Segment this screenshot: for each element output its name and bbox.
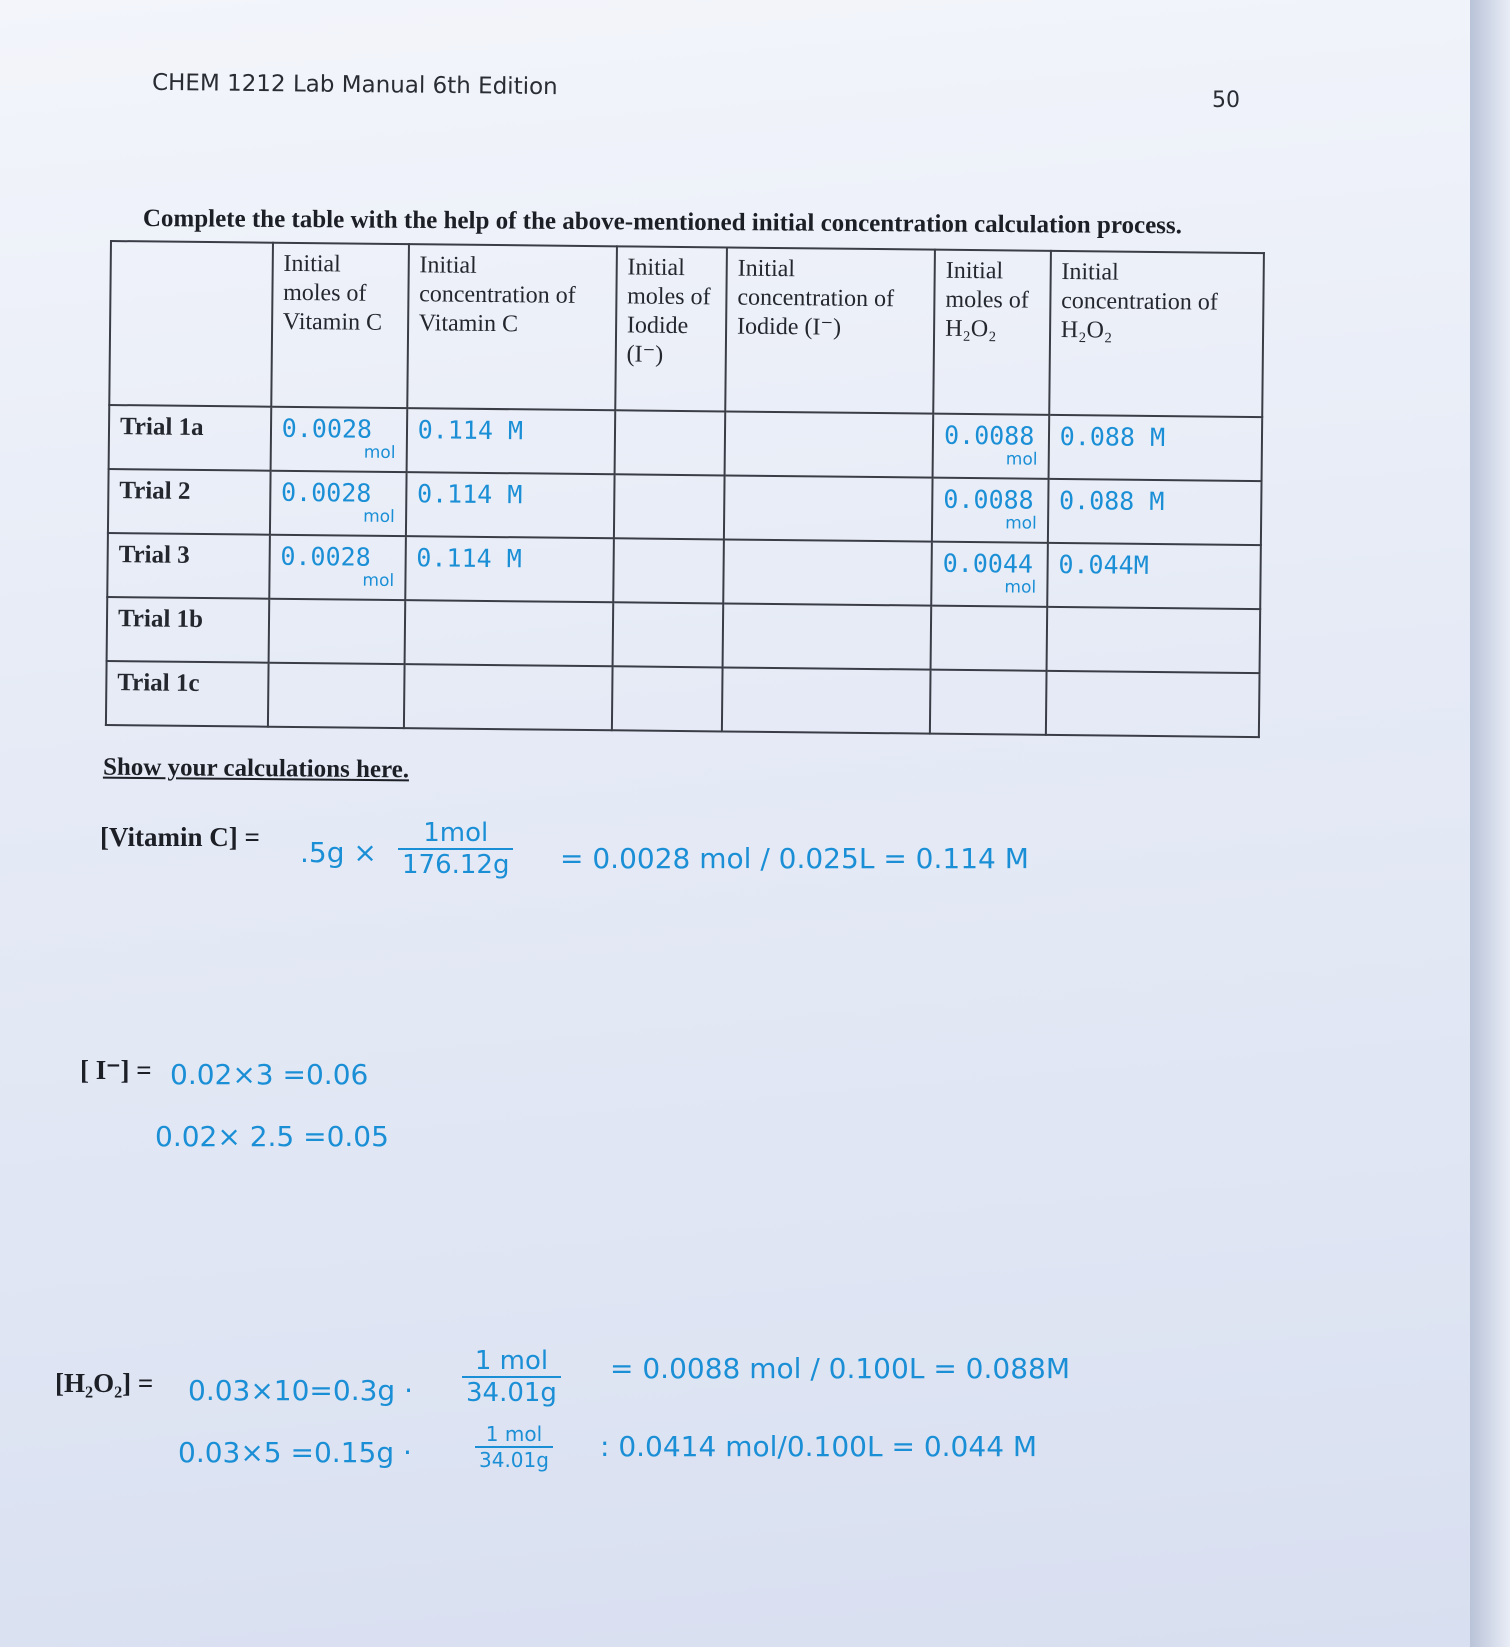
moles-vitc-unit: mol bbox=[362, 570, 395, 591]
moles-iodide-cell bbox=[612, 666, 723, 731]
moles-h2o2-cell bbox=[930, 670, 1046, 735]
header-moles-iodide: Initial moles of Iodide (I⁻) bbox=[615, 246, 727, 411]
conc-iodide-cell bbox=[723, 603, 932, 669]
header-conc-iodide: Initial concentration of Iodide (I⁻) bbox=[725, 247, 935, 413]
conc-h2o2-cell bbox=[1046, 607, 1260, 673]
trial-label: Trial 3 bbox=[107, 533, 269, 599]
moles-vitc-cell bbox=[268, 599, 405, 664]
paper-edge bbox=[1470, 0, 1510, 1647]
h2o2-line1-fraction bbox=[462, 1346, 561, 1408]
conc-vitc-cell bbox=[404, 600, 613, 666]
moles-iodide-cell bbox=[613, 538, 724, 603]
trial-label: Trial 2 bbox=[108, 469, 270, 535]
moles-vitc-cell bbox=[270, 471, 407, 536]
h2o2-line2-result: : 0.0414 mol/0.100L = 0.044 M bbox=[600, 1430, 1038, 1463]
conc-iodide-cell bbox=[722, 667, 931, 733]
moles-h2o2-cell bbox=[931, 606, 1047, 671]
conc-h2o2-cell bbox=[1046, 671, 1260, 737]
manual-title: CHEM 1212 Lab Manual 6th Edition bbox=[151, 69, 558, 101]
conc-h2o2-cell bbox=[1048, 479, 1262, 545]
moles-vitc-value: 0.0028 bbox=[280, 477, 372, 508]
conc-h2o2-value: 0.044M bbox=[1058, 549, 1149, 580]
conc-h2o2-cell bbox=[1047, 543, 1261, 609]
vitc-frac-denominator: 176.12g bbox=[402, 850, 510, 880]
h2o2-line1-numerator: 1 mol bbox=[462, 1346, 561, 1378]
calculations-heading: Show your calculations here. bbox=[102, 753, 410, 784]
table-row bbox=[108, 469, 1262, 545]
header-conc-vitc: Initial concentration of Vitamin C bbox=[407, 244, 617, 410]
iodide-calc-label: [ I⁻] = bbox=[80, 1055, 152, 1085]
conc-vitc-cell bbox=[406, 472, 615, 538]
vitc-calc-result: = 0.0028 mol / 0.025L = 0.114 M bbox=[560, 842, 1029, 875]
trial-label: Trial 1a bbox=[109, 405, 271, 471]
moles-vitc-unit: mol bbox=[363, 506, 395, 527]
h2o2-line1-lead: 0.03×10=0.3g · bbox=[188, 1374, 413, 1407]
table-header-row bbox=[109, 241, 1264, 417]
header-moles-h2o2: Initial moles of H₂O₂ bbox=[933, 250, 1050, 415]
h2o2-line2-lead: 0.03×5 =0.15g · bbox=[178, 1436, 412, 1469]
moles-iodide-cell bbox=[614, 410, 725, 475]
conc-iodide-cell bbox=[723, 539, 932, 605]
table-row bbox=[107, 597, 1261, 673]
h2o2-line1-denominator: 34.01g bbox=[466, 1378, 557, 1408]
h2o2-line2-fraction bbox=[475, 1422, 553, 1472]
trial-label: Trial 1c bbox=[106, 661, 268, 727]
table-row bbox=[109, 405, 1263, 481]
conc-h2o2-value: 0.088 M bbox=[1058, 485, 1165, 517]
vitc-frac-numerator: 1mol bbox=[398, 818, 513, 850]
header-moles-vitc: Initial moles of Vitamin C bbox=[271, 243, 409, 408]
conc-vitc-cell bbox=[404, 664, 613, 730]
conc-vitc-cell bbox=[406, 408, 615, 474]
vitc-calc-label: [Vitamin C] = bbox=[100, 822, 260, 852]
moles-iodide-cell bbox=[614, 474, 725, 539]
h2o2-line2-denominator: 34.01g bbox=[479, 1448, 549, 1472]
conc-h2o2-cell bbox=[1048, 415, 1262, 481]
moles-h2o2-cell bbox=[933, 414, 1049, 479]
concentration-table bbox=[105, 240, 1265, 738]
table-row bbox=[107, 533, 1261, 609]
moles-h2o2-unit: mol bbox=[1004, 577, 1037, 598]
page-number: 50 bbox=[1212, 88, 1240, 113]
moles-vitc-value: 0.0028 bbox=[281, 413, 373, 444]
trial-label: Trial 1b bbox=[107, 597, 269, 663]
moles-vitc-cell bbox=[270, 407, 407, 472]
h2o2-calc-label: [H₂O₂] = bbox=[55, 1368, 154, 1398]
table-instruction: Complete the table with the help of the above-mentioned initial concentration calculation process. bbox=[142, 205, 1183, 240]
conc-h2o2-value: 0.088 M bbox=[1059, 421, 1166, 453]
moles-h2o2-cell bbox=[931, 542, 1047, 607]
moles-h2o2-value: 0.0088 bbox=[943, 420, 1035, 451]
header-trial bbox=[109, 241, 272, 407]
iodide-calc-line1: 0.02×3 =0.06 bbox=[170, 1058, 369, 1091]
moles-vitc-cell bbox=[269, 535, 406, 600]
moles-h2o2-cell bbox=[932, 478, 1048, 543]
conc-iodide-cell bbox=[724, 475, 933, 541]
conc-iodide-cell bbox=[725, 411, 934, 477]
conc-vitc-value: 0.114 M bbox=[417, 415, 524, 446]
h2o2-line2-numerator: 1 mol bbox=[475, 1422, 553, 1448]
conc-vitc-cell bbox=[405, 536, 614, 602]
conc-vitc-value: 0.114 M bbox=[416, 479, 523, 510]
moles-iodide-cell bbox=[612, 602, 723, 667]
moles-vitc-value: 0.0028 bbox=[280, 541, 371, 572]
iodide-calc-line2: 0.02× 2.5 =0.05 bbox=[155, 1120, 389, 1153]
conc-vitc-value: 0.114 M bbox=[416, 543, 522, 574]
moles-vitc-cell bbox=[268, 663, 405, 728]
moles-vitc-unit: mol bbox=[363, 442, 396, 464]
vitc-calc-fraction bbox=[398, 818, 513, 880]
h2o2-line1-result: = 0.0088 mol / 0.100L = 0.088M bbox=[610, 1352, 1070, 1385]
moles-h2o2-value: 0.0044 bbox=[942, 548, 1034, 579]
header-conc-h2o2: Initial concentration of H₂O₂ bbox=[1049, 251, 1264, 417]
moles-h2o2-unit: mol bbox=[1005, 513, 1037, 534]
moles-h2o2-unit: mol bbox=[1005, 449, 1038, 470]
vitc-calc-lead: .5g × bbox=[300, 836, 377, 869]
moles-h2o2-value: 0.0088 bbox=[943, 484, 1034, 515]
table-row bbox=[106, 661, 1260, 737]
